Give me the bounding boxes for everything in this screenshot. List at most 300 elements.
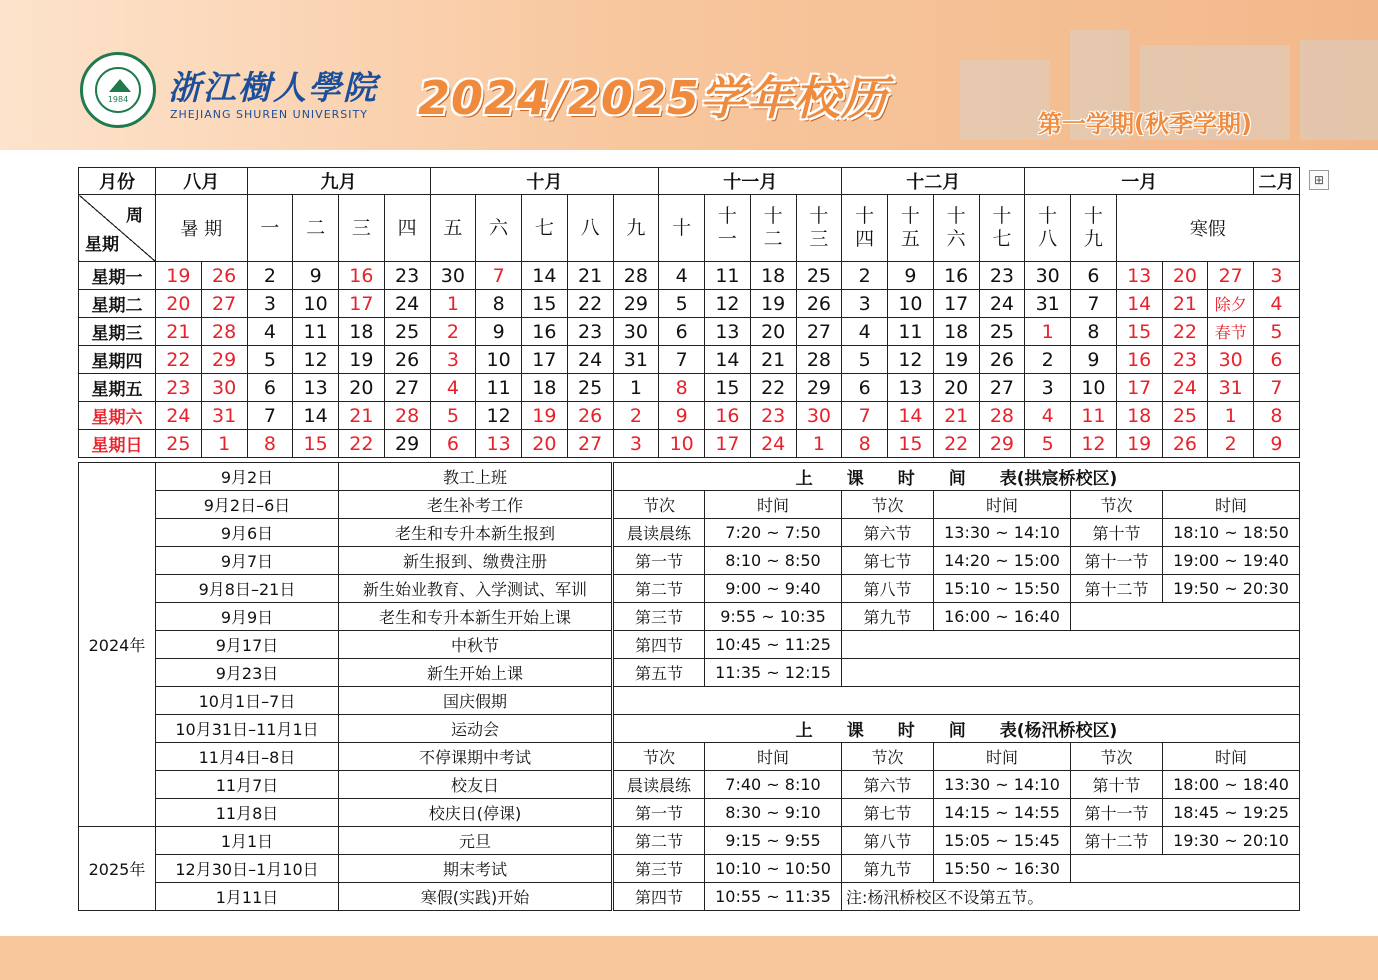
day-cell: 16 — [522, 318, 568, 346]
day-cell: 8 — [247, 430, 293, 458]
event-description: 新生开始上课 — [339, 659, 613, 687]
schedule-title: 上 课 时 间 表(拱宸桥校区) — [613, 463, 1300, 491]
day-cell: 15 — [522, 290, 568, 318]
period-time: 7:40 ~ 8:10 — [705, 771, 842, 799]
event-date: 9月9日 — [156, 603, 339, 631]
day-cell: 31 — [1208, 374, 1254, 402]
day-cell: 1 — [1025, 318, 1071, 346]
event-description: 中秋节 — [339, 631, 613, 659]
week-number-char: 五 — [443, 216, 463, 239]
week-number-char: 十 — [717, 205, 737, 227]
day-cell: 5 — [659, 290, 705, 318]
period-name: 第十一节 — [1071, 799, 1163, 827]
week-number — [430, 195, 476, 262]
period-time: 14:15 ~ 14:55 — [934, 799, 1071, 827]
day-cell: 11 — [888, 318, 934, 346]
period-name: 第十节 — [1071, 771, 1163, 799]
day-cell: 4 — [842, 318, 888, 346]
weekday-row — [79, 346, 1300, 374]
day-cell: 11 — [1071, 402, 1117, 430]
day-cell: 26 — [567, 402, 613, 430]
day-cell: 3 — [1254, 262, 1300, 290]
month-header: 二月 — [1254, 168, 1300, 195]
month-header: 九月 — [247, 168, 430, 195]
event-row — [79, 771, 1300, 799]
week-number — [796, 195, 842, 262]
day-cell: 17 — [522, 346, 568, 374]
day-cell: 18 — [750, 262, 796, 290]
week-number-char: 五 — [900, 228, 920, 250]
event-date: 9月17日 — [156, 631, 339, 659]
period-name: 第一节 — [613, 799, 705, 827]
page-title: 2024/2025学年校历 — [418, 71, 888, 125]
footer-band — [0, 936, 1378, 980]
year-label: 2025年 — [79, 827, 156, 911]
day-cell: 15 — [1116, 318, 1162, 346]
week-number-char: 十 — [855, 205, 875, 227]
day-cell: 11 — [705, 262, 751, 290]
day-cell: 14 — [705, 346, 751, 374]
event-row — [79, 659, 1300, 687]
period-name: 第九节 — [842, 855, 934, 883]
weekday-label: 星期一 — [79, 262, 156, 290]
day-cell: 20 — [933, 374, 979, 402]
event-description: 运动会 — [339, 715, 613, 743]
weekday-label: 星期六 — [79, 402, 156, 430]
day-cell: 26 — [796, 290, 842, 318]
day-cell: 10 — [659, 430, 705, 458]
day-cell: 21 — [567, 262, 613, 290]
day-cell: 7 — [1071, 290, 1117, 318]
event-row — [79, 883, 1300, 911]
day-cell: 14 — [1116, 290, 1162, 318]
period-col-header: 节次 — [613, 743, 705, 771]
period-time: 19:00 ~ 19:40 — [1163, 547, 1300, 575]
day-cell: 27 — [1208, 262, 1254, 290]
day-cell: 30 — [430, 262, 476, 290]
period-name: 第六节 — [842, 519, 934, 547]
day-cell: 25 — [567, 374, 613, 402]
day-cell: 29 — [384, 430, 430, 458]
week-number — [979, 195, 1025, 262]
week-number-char: 二 — [763, 228, 783, 250]
event-description: 国庆假期 — [339, 687, 613, 715]
day-cell: 13 — [888, 374, 934, 402]
weekday-row — [79, 402, 1300, 430]
empty-cell — [842, 659, 1300, 687]
day-cell: 3 — [430, 346, 476, 374]
period-time: 16:00 ~ 16:40 — [934, 603, 1071, 631]
day-cell: 30 — [1208, 346, 1254, 374]
period-name: 第八节 — [842, 827, 934, 855]
day-cell: 18 — [933, 318, 979, 346]
day-cell: 1 — [1208, 402, 1254, 430]
day-cell: 28 — [201, 318, 247, 346]
day-cell: 23 — [567, 318, 613, 346]
week-number-char: 八 — [1038, 228, 1058, 250]
day-cell: 9 — [659, 402, 705, 430]
time-col-header: 时间 — [934, 743, 1071, 771]
event-description: 期末考试 — [339, 855, 613, 883]
event-row — [79, 799, 1300, 827]
period-name: 第十二节 — [1071, 827, 1163, 855]
day-cell: 26 — [979, 346, 1025, 374]
period-time: 13:30 ~ 14:10 — [934, 771, 1071, 799]
day-cell: 15 — [705, 374, 751, 402]
day-cell: 10 — [888, 290, 934, 318]
day-cell: 6 — [430, 430, 476, 458]
day-cell: 12 — [705, 290, 751, 318]
day-cell: 31 — [201, 402, 247, 430]
day-cell: 12 — [1071, 430, 1117, 458]
month-header: 八月 — [156, 168, 248, 195]
week-number — [613, 195, 659, 262]
day-cell: 29 — [201, 346, 247, 374]
week-number — [476, 195, 522, 262]
day-cell: 19 — [750, 290, 796, 318]
weekday-row — [79, 290, 1300, 318]
period-name: 第一节 — [613, 547, 705, 575]
week-number-char: 十 — [992, 205, 1012, 227]
week-number — [933, 195, 979, 262]
day-cell: 19 — [156, 262, 202, 290]
day-cell: 26 — [201, 262, 247, 290]
day-cell: 8 — [1071, 318, 1117, 346]
day-cell: 24 — [384, 290, 430, 318]
day-cell: 22 — [156, 346, 202, 374]
period-time: 11:35 ~ 12:15 — [705, 659, 842, 687]
event-description: 教工上班 — [339, 463, 613, 491]
day-cell: 6 — [842, 374, 888, 402]
weekday-label: 星期日 — [79, 430, 156, 458]
period-time: 15:10 ~ 15:50 — [934, 575, 1071, 603]
week-day-corner — [79, 195, 156, 262]
week-number — [247, 195, 293, 262]
day-cell: 16 — [933, 262, 979, 290]
schedule-title: 上 课 时 间 表(杨汛桥校区) — [613, 715, 1300, 743]
day-cell: 28 — [979, 402, 1025, 430]
day-cell: 1 — [430, 290, 476, 318]
event-description: 寒假(实践)开始 — [339, 883, 613, 911]
week-number-char: 三 — [809, 228, 829, 250]
period-time: 18:45 ~ 19:25 — [1163, 799, 1300, 827]
day-cell: 20 — [1162, 262, 1208, 290]
day-cell: 11 — [476, 374, 522, 402]
day-cell: 9 — [293, 262, 339, 290]
day-cell: 12 — [293, 346, 339, 374]
period-name: 第七节 — [842, 799, 934, 827]
time-col-header: 时间 — [934, 491, 1071, 519]
weekday-row — [79, 318, 1300, 346]
event-row — [79, 715, 1300, 743]
time-col-header: 时间 — [705, 743, 842, 771]
empty-cell — [613, 687, 1300, 715]
event-date: 9月2日 — [156, 463, 339, 491]
day-cell: 21 — [339, 402, 385, 430]
event-date: 9月7日 — [156, 547, 339, 575]
event-date: 9月2日–6日 — [156, 491, 339, 519]
day-cell: 20 — [339, 374, 385, 402]
day-cell: 7 — [1254, 374, 1300, 402]
day-cell: 5 — [430, 402, 476, 430]
seal-year: 1984 — [107, 95, 129, 104]
event-date: 1月11日 — [156, 883, 339, 911]
period-name: 第四节 — [613, 883, 705, 911]
weekday-row — [79, 430, 1300, 458]
week-number-char: 六 — [946, 228, 966, 250]
week-number-char: 七 — [992, 228, 1012, 250]
event-row — [79, 575, 1300, 603]
period-time: 10:45 ~ 11:25 — [705, 631, 842, 659]
event-row — [79, 603, 1300, 631]
week-number-char: 九 — [1083, 228, 1103, 250]
period-col-header: 节次 — [842, 743, 934, 771]
day-cell: 4 — [247, 318, 293, 346]
event-description: 新生报到、缴费注册 — [339, 547, 613, 575]
day-cell: 7 — [247, 402, 293, 430]
empty-cell — [1071, 855, 1300, 883]
day-cell: 18 — [522, 374, 568, 402]
event-row — [79, 547, 1300, 575]
period-time: 8:30 ~ 9:10 — [705, 799, 842, 827]
month-header: 一月 — [1025, 168, 1254, 195]
day-cell: 3 — [1025, 374, 1071, 402]
day-cell: 23 — [1162, 346, 1208, 374]
day-cell: 30 — [613, 318, 659, 346]
university-seal-icon — [80, 52, 156, 128]
event-row — [79, 855, 1300, 883]
holiday-label: 春节 — [1208, 318, 1254, 346]
day-cell: 27 — [796, 318, 842, 346]
day-cell: 21 — [1162, 290, 1208, 318]
day-cell: 3 — [842, 290, 888, 318]
period-time: 8:10 ~ 8:50 — [705, 547, 842, 575]
day-cell: 6 — [247, 374, 293, 402]
event-date: 9月23日 — [156, 659, 339, 687]
weekday-row — [79, 374, 1300, 402]
day-cell: 16 — [705, 402, 751, 430]
day-cell: 3 — [247, 290, 293, 318]
event-description: 老生补考工作 — [339, 491, 613, 519]
day-cell: 24 — [567, 346, 613, 374]
day-cell: 5 — [842, 346, 888, 374]
day-cell: 21 — [156, 318, 202, 346]
day-cell: 20 — [750, 318, 796, 346]
event-row — [79, 743, 1300, 771]
day-cell: 19 — [522, 402, 568, 430]
events-and-schedule-table — [78, 462, 1300, 911]
event-date: 12月30日–1月10日 — [156, 855, 339, 883]
event-row — [79, 463, 1300, 491]
day-cell: 20 — [156, 290, 202, 318]
event-row — [79, 519, 1300, 547]
day-cell: 29 — [796, 374, 842, 402]
calendar-grid — [78, 167, 1300, 458]
week-number-char: 十 — [809, 205, 829, 227]
weekday-row — [79, 262, 1300, 290]
period-name: 第五节 — [613, 659, 705, 687]
week-number-char: 十 — [946, 205, 966, 227]
day-cell: 12 — [888, 346, 934, 374]
week-number-char: 二 — [306, 216, 326, 239]
week-number-char: 十 — [900, 205, 920, 227]
event-date: 9月6日 — [156, 519, 339, 547]
period-time: 7:20 ~ 7:50 — [705, 519, 842, 547]
period-name: 第十节 — [1071, 519, 1163, 547]
day-cell: 6 — [1071, 262, 1117, 290]
day-cell: 8 — [1254, 402, 1300, 430]
weekday-label: 星期三 — [79, 318, 156, 346]
day-cell: 31 — [613, 346, 659, 374]
day-cell: 9 — [1254, 430, 1300, 458]
day-cell: 10 — [293, 290, 339, 318]
week-number — [842, 195, 888, 262]
day-cell: 23 — [979, 262, 1025, 290]
event-date: 1月1日 — [156, 827, 339, 855]
day-cell: 27 — [384, 374, 430, 402]
day-cell: 6 — [1254, 346, 1300, 374]
event-date: 10月1日–7日 — [156, 687, 339, 715]
day-cell: 9 — [888, 262, 934, 290]
event-row — [79, 491, 1300, 519]
schedule-note: 注:杨汛桥校区不设第五节。 — [842, 883, 1300, 911]
winter-break-label: 寒假 — [1116, 195, 1299, 262]
period-time: 18:10 ~ 18:50 — [1163, 519, 1300, 547]
period-name: 第六节 — [842, 771, 934, 799]
week-number-char: 十 — [672, 216, 692, 239]
period-col-header: 节次 — [1071, 743, 1163, 771]
day-cell: 8 — [476, 290, 522, 318]
day-cell: 25 — [384, 318, 430, 346]
period-time: 18:00 ~ 18:40 — [1163, 771, 1300, 799]
period-time: 19:50 ~ 20:30 — [1163, 575, 1300, 603]
week-number — [1071, 195, 1117, 262]
event-description: 校庆日(停课) — [339, 799, 613, 827]
weekday-label: 星期二 — [79, 290, 156, 318]
event-row — [79, 631, 1300, 659]
period-col-header: 节次 — [1071, 491, 1163, 519]
period-time: 13:30 ~ 14:10 — [934, 519, 1071, 547]
period-name: 第八节 — [842, 575, 934, 603]
day-cell: 6 — [659, 318, 705, 346]
day-cell: 24 — [156, 402, 202, 430]
day-cell: 1 — [201, 430, 247, 458]
day-cell: 8 — [659, 374, 705, 402]
day-cell: 2 — [247, 262, 293, 290]
event-description: 元旦 — [339, 827, 613, 855]
expand-icon[interactable]: ⊞ — [1309, 170, 1329, 190]
day-cell: 12 — [476, 402, 522, 430]
day-cell: 10 — [1071, 374, 1117, 402]
time-col-header: 时间 — [1163, 743, 1300, 771]
day-cell: 17 — [705, 430, 751, 458]
day-cell: 28 — [613, 262, 659, 290]
day-cell: 1 — [796, 430, 842, 458]
school-name-en: ZHEJIANG SHUREN UNIVERSITY — [170, 108, 368, 121]
day-cell: 18 — [339, 318, 385, 346]
day-cell: 11 — [293, 318, 339, 346]
week-number-char: 一 — [717, 228, 737, 250]
school-name-cn: 浙江樹人學院 — [168, 68, 378, 107]
day-cell: 3 — [613, 430, 659, 458]
day-cell: 7 — [476, 262, 522, 290]
period-name: 第二节 — [613, 575, 705, 603]
day-cell: 31 — [1025, 290, 1071, 318]
day-cell: 7 — [659, 346, 705, 374]
event-row — [79, 827, 1300, 855]
day-cell: 20 — [522, 430, 568, 458]
day-cell: 26 — [384, 346, 430, 374]
day-cell: 22 — [750, 374, 796, 402]
day-cell: 21 — [750, 346, 796, 374]
day-cell: 16 — [1116, 346, 1162, 374]
day-cell: 16 — [339, 262, 385, 290]
day-cell: 22 — [339, 430, 385, 458]
day-cell: 18 — [1116, 402, 1162, 430]
year-label: 2024年 — [79, 463, 156, 827]
day-cell: 17 — [1116, 374, 1162, 402]
event-date: 9月8日–21日 — [156, 575, 339, 603]
week-number — [567, 195, 613, 262]
period-name: 第十一节 — [1071, 547, 1163, 575]
period-name: 第九节 — [842, 603, 934, 631]
weekday-label: 星期四 — [79, 346, 156, 374]
month-corner-label: 月份 — [79, 168, 156, 195]
day-cell: 19 — [1116, 430, 1162, 458]
period-time: 14:20 ~ 15:00 — [934, 547, 1071, 575]
week-number — [659, 195, 705, 262]
empty-cell — [1071, 603, 1300, 631]
period-col-header: 节次 — [613, 491, 705, 519]
week-number-char: 八 — [580, 216, 600, 239]
semester-subtitle: 第一学期(秋季学期) — [1038, 110, 1252, 138]
day-cell: 2 — [1208, 430, 1254, 458]
day-cell: 25 — [1162, 402, 1208, 430]
week-number-char: 七 — [534, 216, 554, 239]
day-cell: 25 — [979, 318, 1025, 346]
event-row — [79, 687, 1300, 715]
day-cell: 28 — [384, 402, 430, 430]
day-cell: 27 — [567, 430, 613, 458]
day-cell: 9 — [476, 318, 522, 346]
header-banner — [0, 0, 1378, 150]
week-number — [705, 195, 751, 262]
period-name: 第三节 — [613, 855, 705, 883]
day-cell: 15 — [888, 430, 934, 458]
day-cell: 5 — [1025, 430, 1071, 458]
week-number — [750, 195, 796, 262]
day-cell: 14 — [522, 262, 568, 290]
day-cell: 2 — [430, 318, 476, 346]
period-name: 第二节 — [613, 827, 705, 855]
day-cell: 24 — [1162, 374, 1208, 402]
day-cell: 19 — [933, 346, 979, 374]
building-illustration — [1300, 40, 1378, 140]
day-cell: 23 — [384, 262, 430, 290]
day-cell: 28 — [796, 346, 842, 374]
day-cell: 19 — [339, 346, 385, 374]
day-cell: 30 — [1025, 262, 1071, 290]
week-number-char: 四 — [397, 216, 417, 239]
month-header: 十二月 — [842, 168, 1025, 195]
event-date: 11月4日–8日 — [156, 743, 339, 771]
day-cell: 15 — [293, 430, 339, 458]
week-number — [384, 195, 430, 262]
day-cell: 14 — [293, 402, 339, 430]
day-cell: 13 — [476, 430, 522, 458]
day-cell: 8 — [842, 430, 888, 458]
period-time: 10:10 ~ 10:50 — [705, 855, 842, 883]
